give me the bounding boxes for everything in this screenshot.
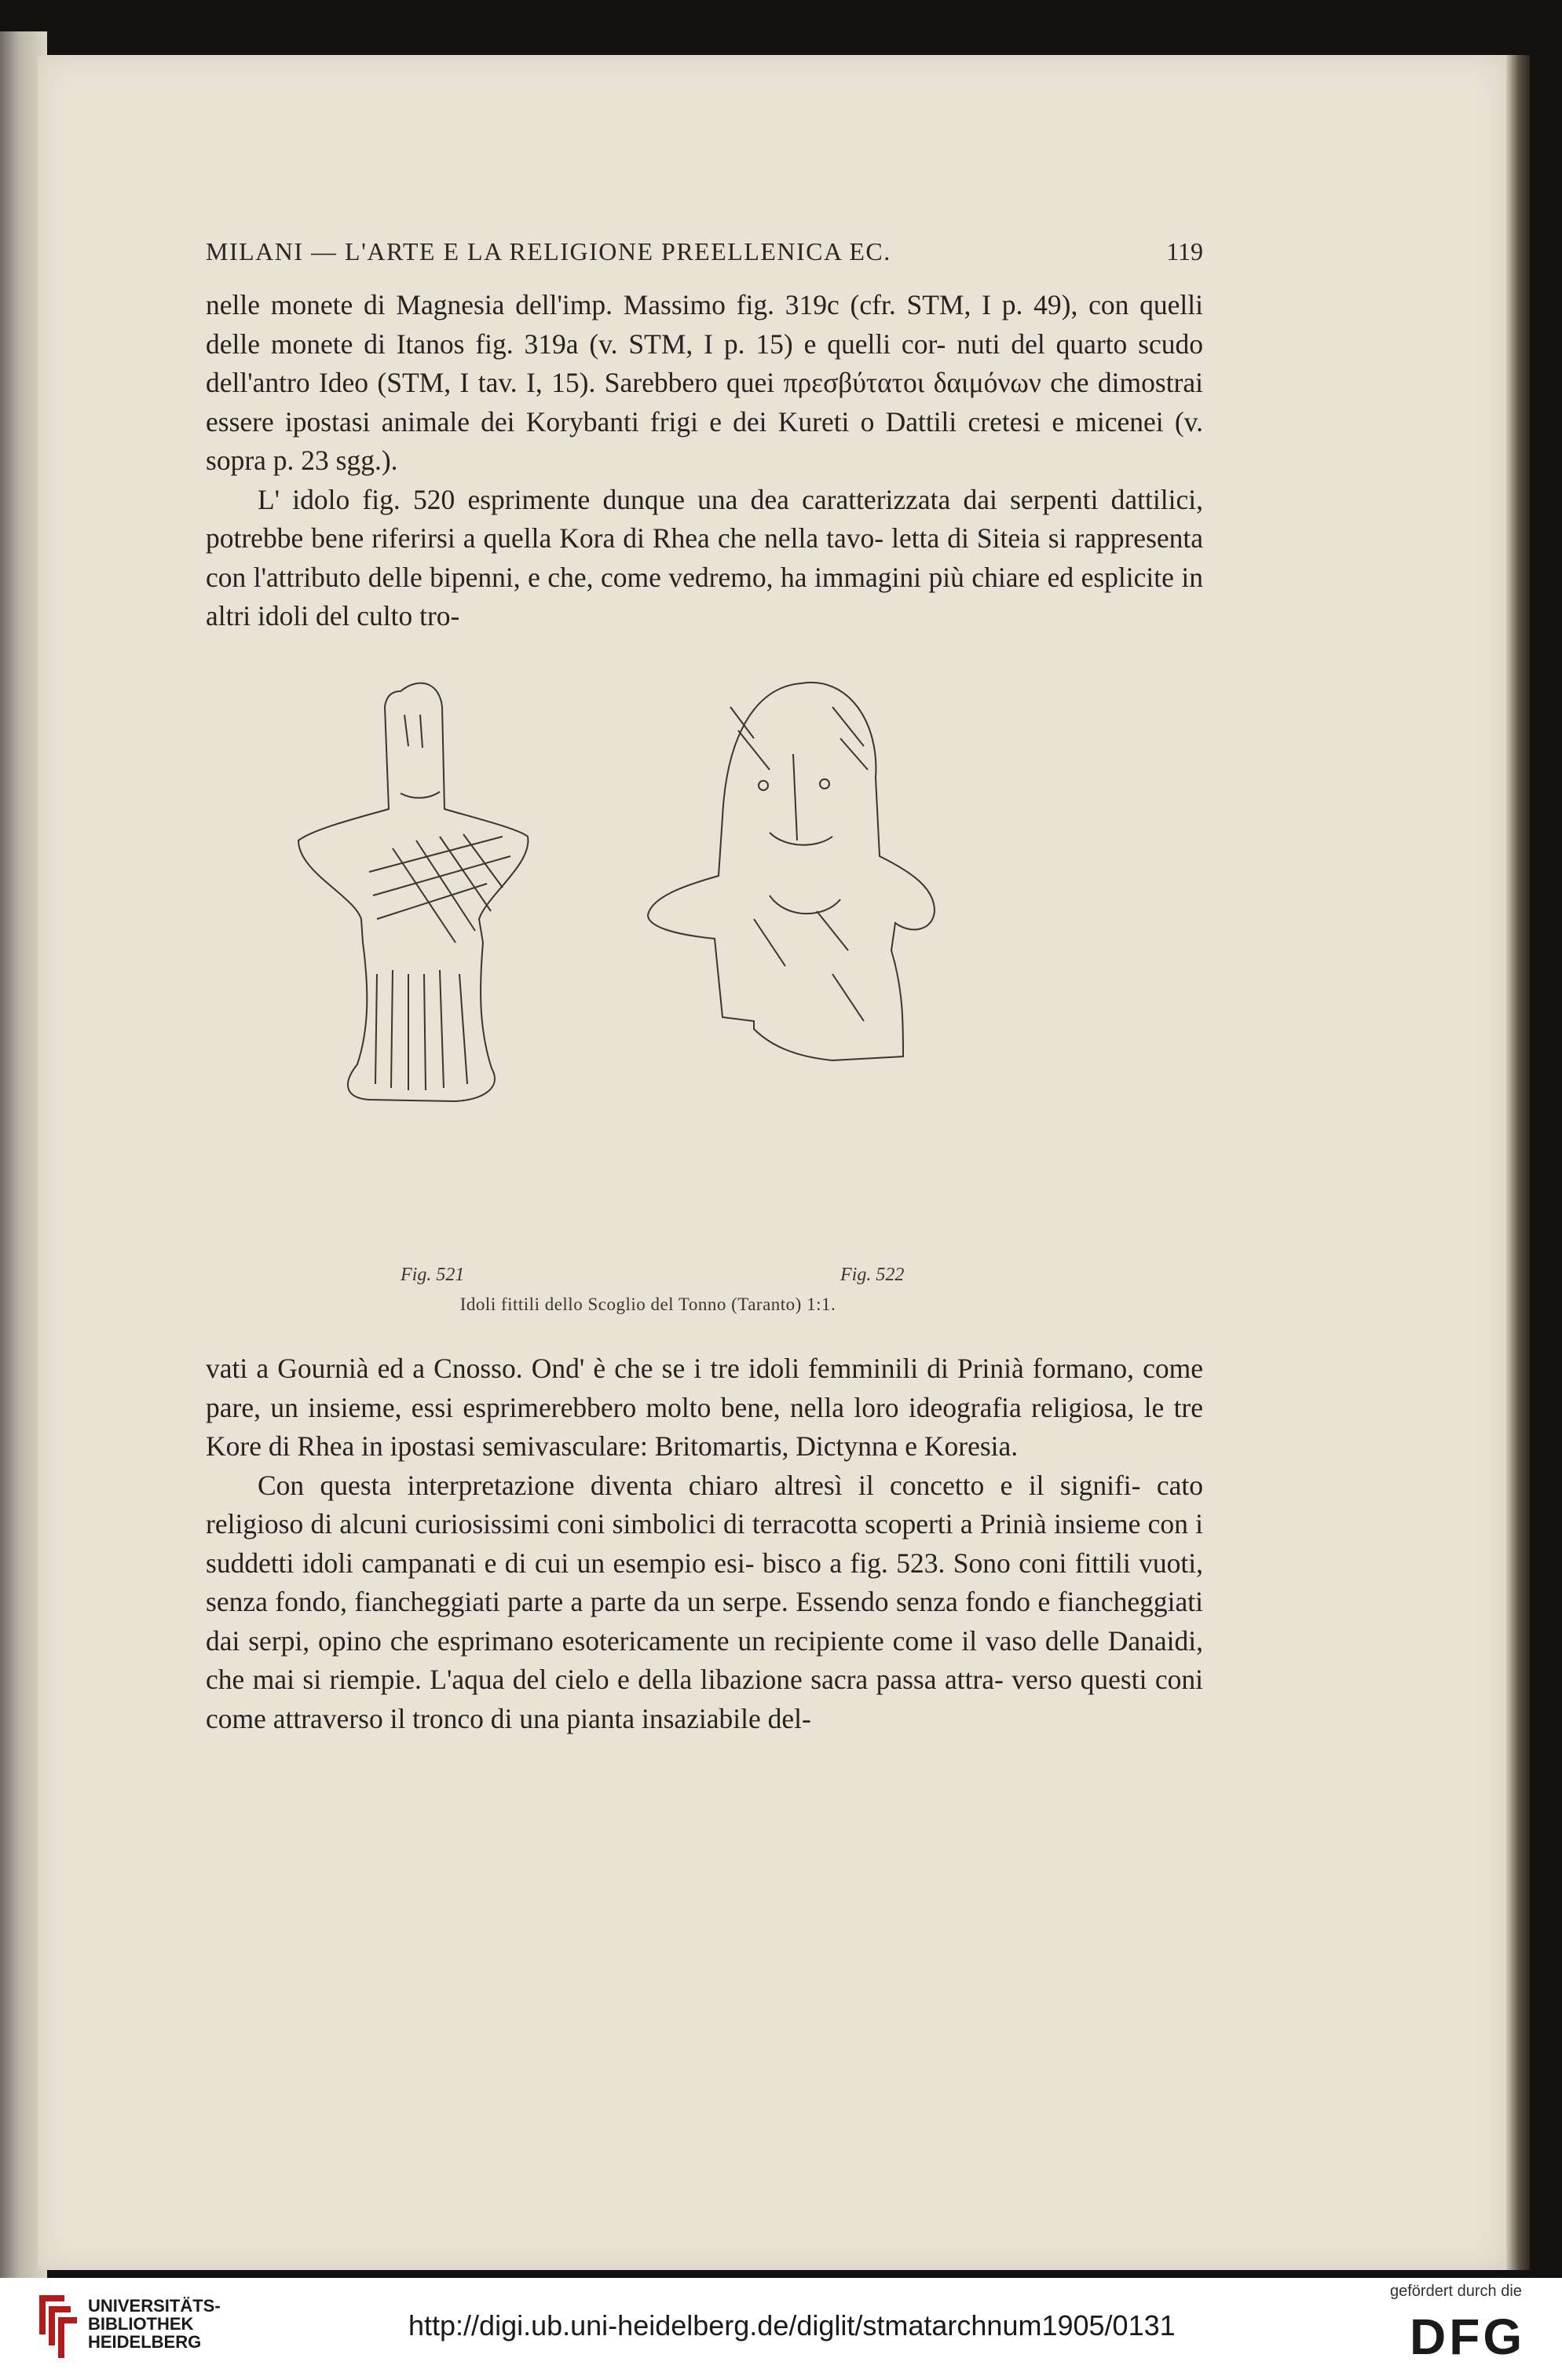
library-name [88, 2297, 221, 2351]
paragraph [206, 286, 1203, 481]
text-line: a Prinià insieme con i suddetti idoli campanati e di cui un esempio esi- [206, 1508, 1204, 1579]
text-line: πρεσβύτατοι δαιμόνων che dimostrai essere ipostasi animale dei Korybanti frigi [206, 367, 1203, 438]
text-line: a parte da un serpe. Essendo senza fondo e fiancheggiati dai serpi, opino [206, 1586, 1203, 1657]
running-head-title: MILANI — L'ARTE E LA RELIGIONE PREELLENICA EC. [206, 237, 891, 265]
idol-522-drawing [648, 683, 935, 1060]
text-block-top [206, 286, 1203, 636]
text-line: nelle monete di Magnesia dell'imp. Massimo fig. 319c (cfr. STM, I p. 49), [206, 289, 1078, 320]
text-line: formano, come pare, un insieme, essi esprimerebbero molto bene, nella [206, 1353, 1204, 1423]
text-line: che mai si riempie. L'aqua del cielo e della libazione sacra passa attra- [206, 1664, 1004, 1695]
text-line: verso questi coni come attraverso il tronco di una pianta insaziabile del- [206, 1664, 1204, 1734]
text-line: Con questa interpretazione diventa chiaro altresì il concetto e il signifi- [258, 1469, 1141, 1501]
idol-521-drawing [298, 683, 528, 1101]
text-line: che esprimano esotericamente un recipiente come il vaso delle Danaidi, [390, 1624, 1203, 1657]
text-line: bisco a fig. 523. Sono coni fittili vuoti, senza fondo, fiancheggiati parte [206, 1547, 1204, 1617]
paragraph [206, 1466, 1203, 1739]
text-block-bottom [206, 1349, 1203, 1738]
library-line: HEIDELBERG [88, 2332, 202, 2352]
text-line: L' idolo fig. 520 esprimente dunque una dea caratterizzata dai serpenti [258, 483, 1099, 515]
text-line: letta di Siteia si rappresenta con l'attributo delle bipenni, e che, come [206, 522, 1204, 593]
dfg-logo: DFG [1410, 2309, 1526, 2365]
figure-caption: Idoli fittili dello Scoglio del Tonno (Taranto) 1:1. [459, 1294, 836, 1314]
figure-521-label: Fig. 521 [401, 1265, 465, 1285]
text-line: loro ideografia religiosa, le tre Kore di Rhea in ipostasi semivasculare: [206, 1391, 1204, 1462]
paragraph [206, 1349, 1203, 1466]
text-line: Britomartis, Dictynna e Koresia. [654, 1430, 1019, 1462]
permalink-url[interactable]: http://digi.ub.uni-heidelberg.de/diglit/stmatarchnum1905/0131 [408, 2309, 1176, 2342]
text-line: dattilici, potrebbe bene riferirsi a quella Kora di Rhea che nella tavo- [206, 483, 1203, 554]
text-line: nuti del quarto scudo dell'antro Ideo (STM, I tav. I, 15). Sarebbero quei [206, 328, 1204, 398]
funded-by-label: gefördert durch die [1390, 2283, 1522, 2300]
text-line: vati a Gournià ed a Cnosso. Ond' è che se i tre idoli femminili di Prinià [206, 1353, 1024, 1384]
text-line: con quelli delle monete di Itanos fig. 319a (v. STM, I p. 15) e quelli cor- [206, 289, 1203, 360]
page-number: 119 [1166, 237, 1203, 265]
figure-plate [283, 660, 1013, 1312]
library-line: UNIVERSITÄTS- [88, 2296, 221, 2316]
text-line: e dei Kureti o Dattili cretesi e micenei (v. sopra p. 23 sgg.). [206, 405, 1203, 476]
text-line: cato religioso di alcuni curiosissimi coni simbolici di terracotta scoperti [206, 1469, 1204, 1540]
university-library-logo-icon [33, 2287, 77, 2366]
running-head [206, 237, 1203, 266]
idol-illustrations [283, 660, 1013, 1280]
book-binding [1506, 55, 1530, 2270]
text-line: vedremo, ha immagini più chiare ed esplicite in altri idoli del culto tro- [206, 561, 1203, 632]
paragraph [206, 481, 1203, 636]
figure-522-label: Fig. 522 [840, 1265, 905, 1285]
library-line: BIBLIOTHEK [88, 2314, 194, 2334]
